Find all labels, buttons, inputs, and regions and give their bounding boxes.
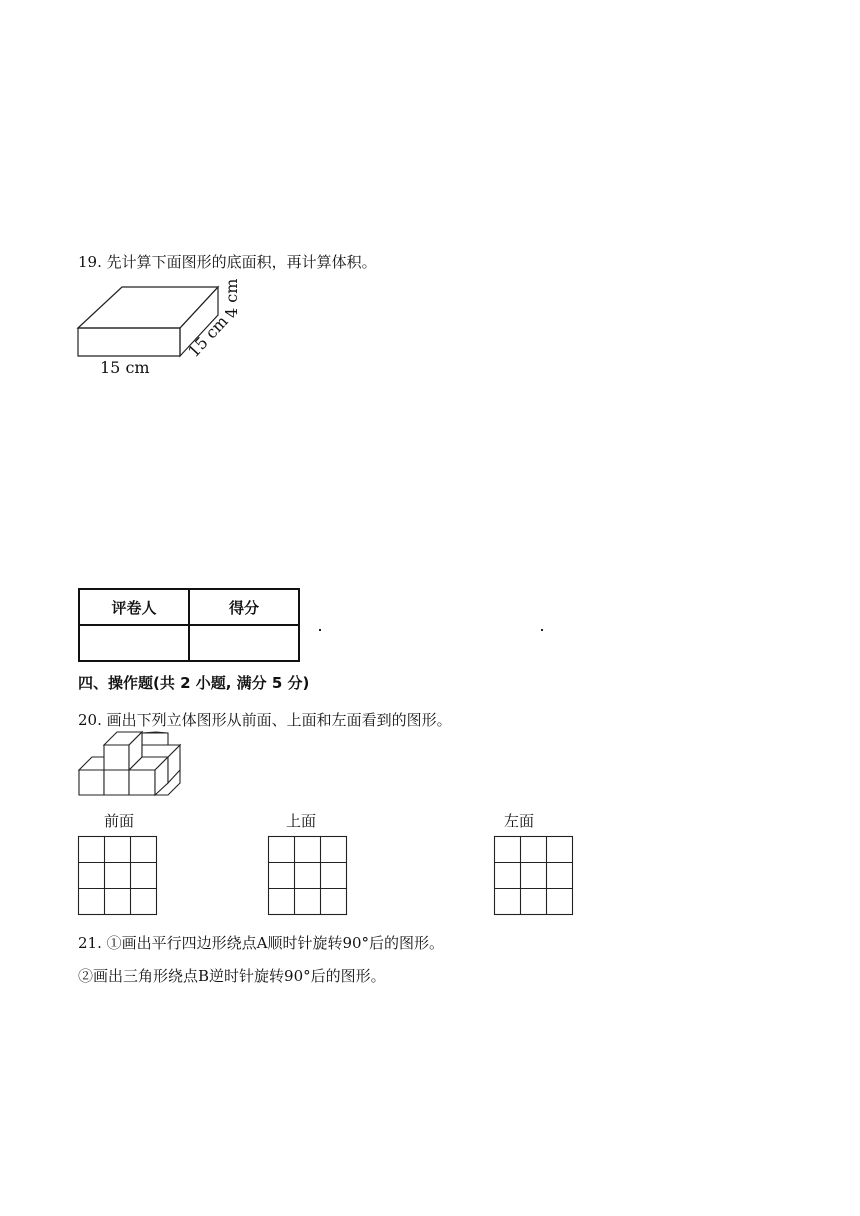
score-table-header-score: 得分 [189, 589, 299, 625]
question-21-line-1: 21. ①画出平行四边形绕点A顺时针旋转90°后的图形。 [78, 934, 445, 952]
cuboid-height-label: 4 cm [222, 278, 241, 318]
score-table-header-grader: 评卷人 [79, 589, 189, 625]
question-21-line-2: ②画出三角形绕点B逆时针旋转90°后的图形。 [78, 967, 386, 985]
grid-top-view[interactable] [268, 836, 347, 915]
view-label-front: 前面 [104, 812, 135, 830]
grid-front-view[interactable] [78, 836, 157, 915]
view-label-top: 上面 [286, 812, 317, 830]
grid-left-view[interactable] [494, 836, 573, 915]
cuboid-length-label: 15 cm [100, 358, 150, 377]
question-20-text: 20. 画出下列立体图形从前面、上面和左面看到的图形。 [78, 711, 452, 729]
question-19-text: 19. 先计算下面图形的底面积，再计算体积。 [78, 253, 377, 271]
view-label-left: 左面 [504, 812, 535, 830]
section-4-title: 四、操作题(共 2 小题, 满分 5 分) [78, 674, 310, 692]
cuboid-width-label: 15 cm [184, 311, 232, 361]
